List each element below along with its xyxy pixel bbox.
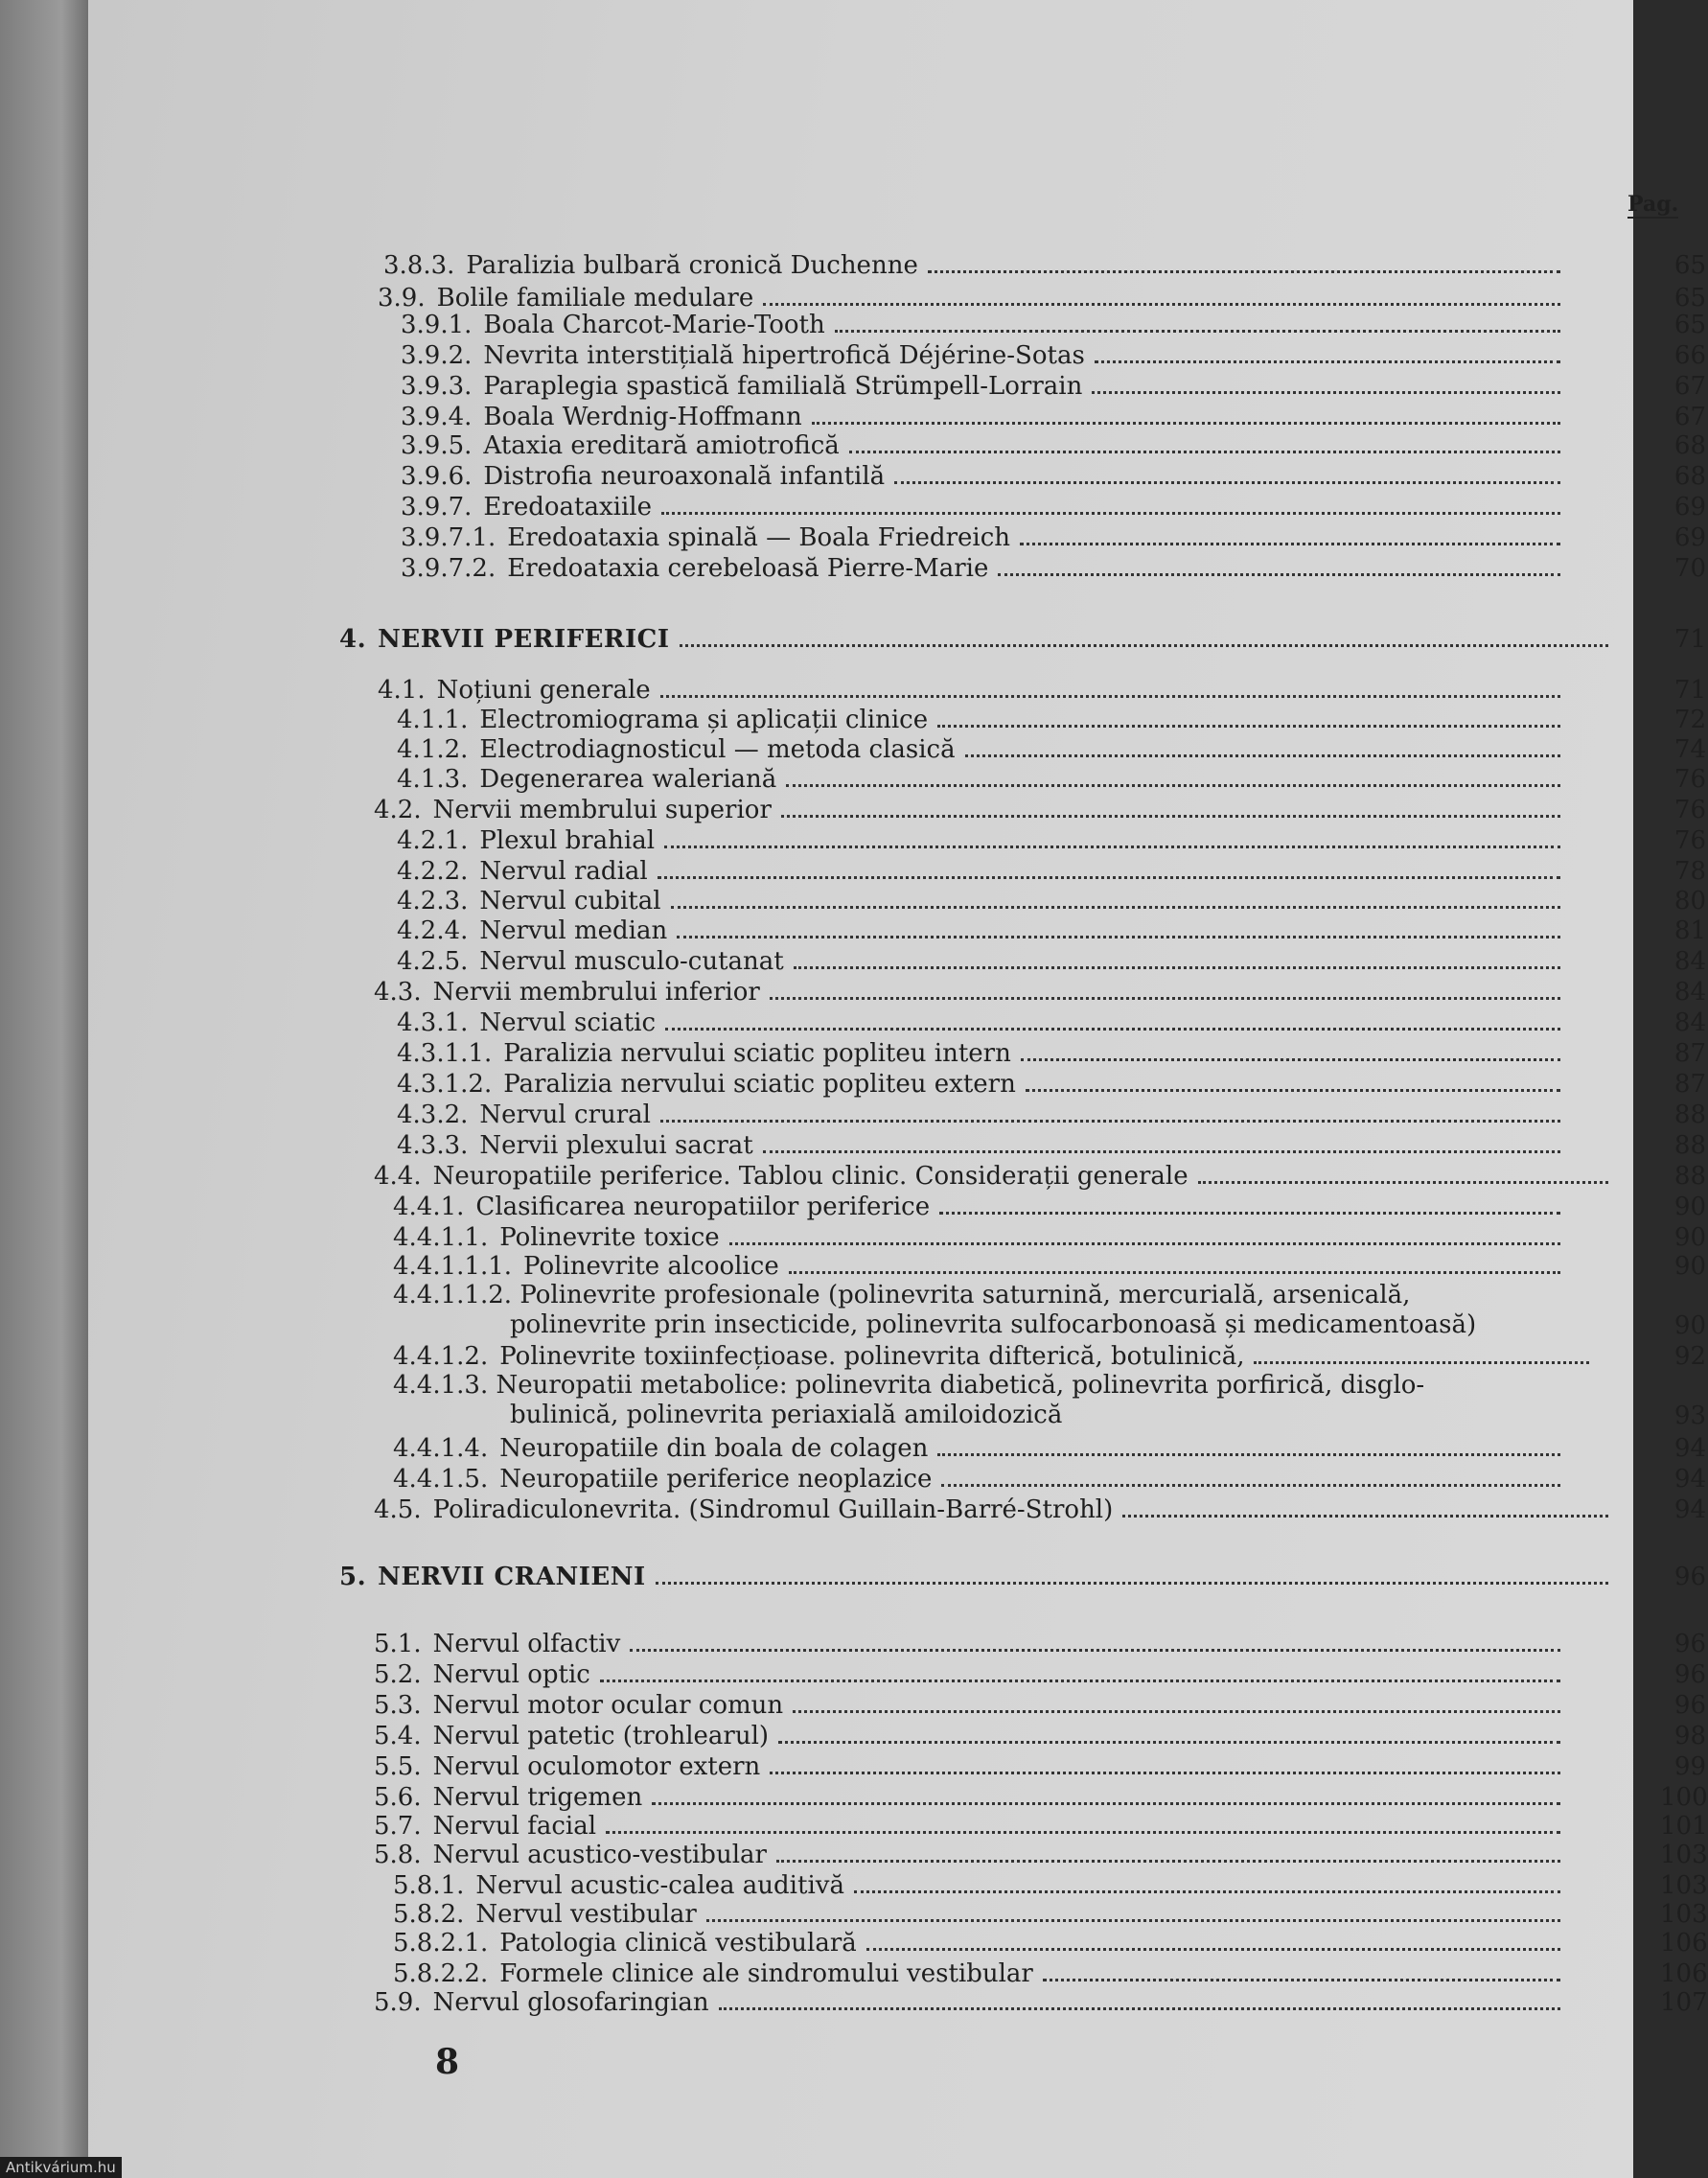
toc-entry-number: 4. <box>339 625 367 654</box>
toc-entry-number: 3.9. <box>378 284 426 313</box>
toc-entry-title: Eredoataxiile <box>483 493 652 521</box>
toc-entry-number: 3.9.6. <box>401 462 473 491</box>
toc-entry-title: Polinevrite alcoolice <box>523 1252 779 1281</box>
toc-entry-number: 4.3.1.2. <box>397 1070 493 1099</box>
toc-entry-title: Paraplegia spastică familială Strümpell-Lorrain <box>483 372 1083 401</box>
toc-page-number: 71 <box>1673 625 1706 654</box>
toc-page-number: 69 <box>1673 493 1706 521</box>
toc-entry-number: 5.5. <box>374 1752 422 1781</box>
toc-entry <box>393 1929 1574 1958</box>
toc-page-number: 101 <box>1660 1812 1708 1841</box>
toc-page-number: 90 <box>1673 1193 1706 1221</box>
toc-entry <box>383 251 1574 280</box>
toc-entry <box>393 1959 1574 1988</box>
dot-leader <box>941 1465 1560 1487</box>
toc-entry <box>374 1988 1574 2017</box>
toc-entry-title: Neuropatiile periferice. Tablou clinic. Considerații generale <box>432 1162 1189 1191</box>
toc-entry <box>397 1039 1574 1068</box>
toc-entry-number: 5.4. <box>374 1722 422 1750</box>
toc-entry-title: Electromiograma și aplicații clinice <box>479 706 929 734</box>
toc-entry-title: Poliradiculonevrita. (Sindromul Guillain-Barré-Strohl) <box>432 1495 1114 1524</box>
dot-leader <box>1198 1162 1608 1184</box>
toc-entry <box>374 1162 1622 1191</box>
toc-page-number: 69 <box>1673 523 1706 552</box>
toc-entry-title: Ataxia ereditară amiotrofică <box>483 431 840 460</box>
dot-leader <box>770 1752 1560 1774</box>
dot-leader <box>661 493 1560 515</box>
toc-entry-title: Nervii plexului sacrat <box>479 1131 753 1160</box>
toc-entry-number: 4.2. <box>374 796 422 824</box>
toc-page-number: 99 <box>1673 1752 1706 1781</box>
toc-entry-multiline <box>393 1371 1603 1430</box>
toc-entry <box>397 826 1574 855</box>
toc-entry-number: 4.4.1.4. <box>393 1434 489 1463</box>
toc-page-number: 100 <box>1660 1783 1708 1812</box>
dot-leader <box>939 1193 1560 1215</box>
dot-leader <box>652 1783 1560 1805</box>
toc-entry-title: Neuropatiile din boala de colagen <box>499 1434 929 1463</box>
toc-page-number: 68 <box>1673 462 1706 491</box>
toc-entry <box>374 1691 1574 1720</box>
toc-entry-title: Paralizia nervului sciatic popliteu intern <box>503 1039 1011 1068</box>
toc-page-number: 76 <box>1673 796 1706 824</box>
toc-page-number: 72 <box>1673 706 1706 734</box>
toc-entry-title: Clasificarea neuropatiilor periferice <box>475 1193 931 1221</box>
toc-entry-title: Formele clinice ale sindromului vestibular <box>499 1959 1033 1988</box>
dot-leader <box>794 947 1560 969</box>
toc-entry-number: 5.9. <box>374 1988 422 2017</box>
toc-entry-title: Nervul acustic-calea auditivă <box>475 1871 844 1900</box>
toc-entry-number: 4.5. <box>374 1495 422 1524</box>
dot-leader <box>1026 1070 1560 1092</box>
toc-page-number: 66 <box>1673 341 1706 370</box>
toc-entry-title: Eredoataxia cerebeloasă Pierre-Marie <box>507 554 989 583</box>
toc-entry-title: Nervul olfactiv <box>432 1630 621 1658</box>
toc-page-number: 98 <box>1673 1722 1706 1750</box>
toc-entry-title: Nervul glosofaringian <box>432 1988 709 2017</box>
toc-entry-number: 5.3. <box>374 1691 422 1720</box>
dot-leader <box>630 1630 1560 1652</box>
dot-leader <box>835 311 1560 333</box>
toc-page-number: 88 <box>1673 1162 1706 1191</box>
dot-leader <box>776 1841 1560 1863</box>
toc-entry <box>397 765 1574 794</box>
toc-entry-number: 3.9.2. <box>401 341 473 370</box>
toc-entry-number: 5.2. <box>374 1660 422 1689</box>
toc-page-number: 78 <box>1673 857 1706 886</box>
dot-leader <box>789 1252 1560 1274</box>
toc-entry-number: 4.1.3. <box>397 765 469 794</box>
toc-entry-number: 3.9.7.2. <box>401 554 496 583</box>
toc-entry <box>374 1752 1574 1781</box>
toc-page-number: 96 <box>1673 1563 1706 1591</box>
toc-entry-title: Nervul patetic (trohlearul) <box>432 1722 770 1750</box>
toc-entry <box>374 1841 1574 1869</box>
toc-page-number: 67 <box>1673 403 1706 431</box>
toc-entry-number: 5.7. <box>374 1812 422 1841</box>
toc-entry <box>401 554 1574 583</box>
toc-entry-number: 5.6. <box>374 1783 422 1812</box>
toc-entry <box>393 1193 1574 1221</box>
toc-entry <box>393 1252 1574 1281</box>
toc-entry-title: Nevrita interstițială hipertrofică Déjérine-Sotas <box>483 341 1085 370</box>
toc-entry-title: Eredoataxia spinală — Boala Friedreich <box>507 523 1011 552</box>
toc-entry-number: 4.2.2. <box>397 857 469 886</box>
toc-page-number: 88 <box>1673 1131 1706 1160</box>
toc-page-number: 103 <box>1660 1900 1708 1929</box>
toc-page-number: 65 <box>1673 251 1706 280</box>
toc-page-number: 92 <box>1673 1342 1706 1371</box>
dot-leader <box>937 1434 1560 1456</box>
toc-entry <box>397 947 1574 976</box>
toc-page-number: 103 <box>1660 1871 1708 1900</box>
toc-page-number: 81 <box>1673 916 1706 945</box>
dot-leader <box>763 284 1560 306</box>
toc-entry-title-continued: bulinică, polinevrita periaxială amiloidozică <box>510 1401 1063 1429</box>
dot-leader <box>665 1008 1560 1031</box>
toc-entry <box>401 341 1574 370</box>
dot-leader <box>781 796 1560 818</box>
toc-entry <box>397 1008 1574 1037</box>
toc-entry <box>374 978 1574 1007</box>
toc-entry-number: 4.4.1.1.2. <box>393 1281 513 1309</box>
toc-entry-number: 3.9.3. <box>401 372 473 401</box>
dot-leader <box>706 1900 1560 1922</box>
toc-entry <box>397 735 1574 764</box>
toc-page-number: 76 <box>1673 826 1706 855</box>
book-page <box>88 0 1708 2178</box>
toc-entry-title: Noțiuni generale <box>436 676 651 705</box>
toc-entry-title: Paralizia nervului sciatic popliteu extern <box>503 1070 1016 1099</box>
toc-entry <box>397 1070 1574 1099</box>
toc-entry <box>397 916 1574 945</box>
toc-page-number: 74 <box>1673 735 1706 764</box>
toc-page-number: 67 <box>1673 372 1706 401</box>
toc-entry-number: 5.1. <box>374 1630 422 1658</box>
toc-entry-title: Nervul median <box>479 916 668 945</box>
toc-entry <box>374 1630 1574 1658</box>
toc-page-number: 94 <box>1673 1495 1706 1524</box>
toc-entry-title: Nervul radial <box>479 857 648 886</box>
toc-page-number: 87 <box>1673 1070 1706 1099</box>
toc-entry-title: Boala Werdnig-Hoffmann <box>483 403 802 431</box>
toc-entry <box>401 403 1574 431</box>
dot-leader <box>937 706 1560 728</box>
toc-entry-title: Boala Charcot-Marie-Tooth <box>483 311 825 339</box>
toc-entry <box>393 1465 1574 1494</box>
toc-entry-title: Nervul trigemen <box>432 1783 643 1812</box>
watermark: Antikvárium.hu <box>0 2157 122 2178</box>
toc-entry-number: 4.2.5. <box>397 947 469 976</box>
toc-entry <box>397 1131 1574 1160</box>
toc-entry <box>393 1871 1574 1900</box>
toc-page-number: 76 <box>1673 765 1706 794</box>
dot-leader <box>1020 523 1560 545</box>
toc-entry <box>374 1722 1574 1750</box>
dot-leader <box>866 1929 1560 1951</box>
toc-entry-number: 4.1.2. <box>397 735 469 764</box>
toc-page-number: 96 <box>1673 1630 1706 1658</box>
toc-entry-number: 3.9.7. <box>401 493 473 521</box>
toc-entry-title: Polinevrite toxice <box>499 1223 720 1252</box>
toc-entry-number: 4.2.3. <box>397 887 469 915</box>
toc-page-number: 84 <box>1673 978 1706 1007</box>
toc-entry-number: 3.9.1. <box>401 311 473 339</box>
toc-entry-number: 5.8. <box>374 1841 422 1869</box>
toc-page-number: 107 <box>1660 1988 1708 2017</box>
dot-leader <box>1122 1495 1608 1518</box>
toc-entry <box>374 1495 1622 1524</box>
toc-chapter-heading <box>339 625 1622 654</box>
toc-page-number: 106 <box>1660 1929 1708 1958</box>
toc-page-number: 84 <box>1673 947 1706 976</box>
dot-leader <box>763 1131 1560 1153</box>
toc-entry-title: Degenerarea waleriană <box>479 765 777 794</box>
toc-entry-number: 3.9.4. <box>401 403 473 431</box>
toc-page-number: 106 <box>1660 1959 1708 1988</box>
toc-entry <box>374 1783 1574 1812</box>
toc-entry-number: 5.8.2.2. <box>393 1959 489 1988</box>
toc-entry-number: 4.3.1. <box>397 1008 469 1037</box>
toc-page-number: 84 <box>1673 1008 1706 1037</box>
toc-entry-multiline <box>393 1281 1603 1340</box>
dot-leader <box>778 1722 1560 1744</box>
toc-chapter-heading <box>339 1563 1622 1591</box>
dot-leader <box>793 1691 1560 1713</box>
dot-leader <box>812 403 1560 425</box>
toc-entry-title: Nervul acustico-vestibular <box>432 1841 767 1869</box>
toc-entry <box>401 462 1574 491</box>
toc-entry <box>378 676 1574 705</box>
toc-entry <box>397 887 1574 915</box>
toc-page-number: 94 <box>1673 1434 1706 1463</box>
toc-page-number: 90 <box>1673 1252 1706 1281</box>
dot-leader <box>671 887 1560 909</box>
toc-entry-title: Nervul sciatic <box>479 1008 657 1037</box>
toc-entry-number: 4.4.1.1. <box>393 1223 489 1252</box>
toc-entry-number: 5.8.2. <box>393 1900 465 1929</box>
toc-entry-title: Paralizia bulbară cronică Duchenne <box>466 251 918 280</box>
toc-entry <box>401 311 1574 339</box>
toc-entry <box>401 493 1574 521</box>
toc-entry <box>397 1101 1574 1129</box>
toc-entry-title: Nervii membrului superior <box>432 796 772 824</box>
toc-page-number: 90 <box>1673 1311 1706 1340</box>
toc-entry-number: 5. <box>339 1563 367 1591</box>
toc-entry-number: 4.3.2. <box>397 1101 469 1129</box>
toc-entry <box>393 1342 1603 1371</box>
dot-leader <box>660 1101 1560 1123</box>
toc-entry-number: 3.9.5. <box>401 431 473 460</box>
toc-page-number: 96 <box>1673 1691 1706 1720</box>
toc-entry-title: Polinevrite toxiinfecțioase. polinevrita difterică, botulinică, <box>499 1342 1245 1371</box>
toc-entry-number: 4.3.3. <box>397 1131 469 1160</box>
dot-leader <box>664 826 1560 848</box>
page-folio-number: 8 <box>435 2042 460 2082</box>
dot-leader <box>606 1812 1560 1834</box>
toc-entry-title: NERVII PERIFERICI <box>378 625 670 654</box>
page-column-header: Pag. <box>1627 192 1679 217</box>
dot-leader <box>998 554 1560 576</box>
dot-leader <box>1254 1342 1589 1364</box>
dot-leader <box>719 1988 1560 2010</box>
dot-leader <box>680 625 1608 647</box>
dot-leader <box>677 916 1560 938</box>
dot-leader <box>729 1223 1560 1245</box>
toc-entry-title: Nervul cubital <box>479 887 661 915</box>
toc-entry <box>401 431 1574 460</box>
toc-entry <box>374 1660 1574 1689</box>
toc-entry <box>374 1812 1574 1841</box>
toc-entry <box>393 1434 1574 1463</box>
toc-entry-number: 5.8.2.1. <box>393 1929 489 1958</box>
toc-entry-number: 3.9.7.1. <box>401 523 496 552</box>
dot-leader <box>656 1563 1608 1585</box>
toc-page-number: 71 <box>1673 676 1706 705</box>
toc-page-number: 96 <box>1673 1660 1706 1689</box>
toc-page-number: 90 <box>1673 1223 1706 1252</box>
toc-page-number: 65 <box>1673 284 1706 313</box>
dot-leader <box>660 676 1560 698</box>
toc-entry-number: 4.3. <box>374 978 422 1007</box>
toc-page-number: 80 <box>1673 887 1706 915</box>
dot-leader <box>1092 372 1560 394</box>
toc-entry-number: 4.4. <box>374 1162 422 1191</box>
dot-leader <box>658 857 1560 879</box>
toc-page-number: 65 <box>1673 311 1706 339</box>
dot-leader <box>770 978 1560 1000</box>
toc-entry-title: Nervul facial <box>432 1812 597 1841</box>
toc-entry-title: Electrodiagnosticul — metoda clasică <box>479 735 956 764</box>
toc-entry-number: 4.3.1.1. <box>397 1039 493 1068</box>
toc-entry-number: 5.8.1. <box>393 1871 465 1900</box>
toc-entry-title: Neuropatiile periferice neoplazice <box>499 1465 933 1494</box>
toc-entry-title: Distrofia neuroaxonală infantilă <box>483 462 886 491</box>
toc-page-number: 93 <box>1673 1402 1706 1430</box>
toc-page-number: 94 <box>1673 1465 1706 1494</box>
toc-entry-number: 4.1.1. <box>397 706 469 734</box>
book-spine-edge <box>0 0 88 2178</box>
toc-entry-number: 4.1. <box>378 676 426 705</box>
toc-entry <box>397 857 1574 886</box>
toc-entry-number: 3.8.3. <box>383 251 455 280</box>
toc-entry-title-continued: polinevrite prin insecticide, polinevrita sulfocarbonoasă și medicamentoasă) <box>510 1310 1477 1339</box>
dot-leader <box>1095 341 1560 363</box>
dot-leader <box>786 765 1560 787</box>
dot-leader <box>894 462 1560 484</box>
toc-entry <box>401 372 1574 401</box>
toc-entry <box>397 706 1574 734</box>
toc-entry-title: Patologia clinică vestibulară <box>499 1929 857 1958</box>
toc-entry-number: 4.4.1. <box>393 1193 465 1221</box>
toc-entry-title: Nervul motor ocular comun <box>432 1691 784 1720</box>
toc-entry-title: Nervul optic <box>432 1660 590 1689</box>
toc-entry-number: 4.2.1. <box>397 826 469 855</box>
dot-leader <box>854 1871 1560 1893</box>
toc-entry-title: Nervul oculomotor extern <box>432 1752 761 1781</box>
toc-entry-title: Nervul musculo-cutanat <box>479 947 784 976</box>
toc-entry <box>374 796 1574 824</box>
toc-entry-title: Nervul crural <box>479 1101 651 1129</box>
toc-page-number: 103 <box>1660 1841 1708 1869</box>
toc-entry-title: Neuropatii metabolice: polinevrita diabetică, polinevrita porfirică, disglo- <box>496 1371 1425 1400</box>
toc-page-number: 68 <box>1673 431 1706 460</box>
toc-entry-title: Plexul brahial <box>479 826 656 855</box>
toc-entry-number: 4.4.1.1.1. <box>393 1252 513 1281</box>
dot-leader <box>1021 1039 1560 1061</box>
toc-entry-title: Nervul vestibular <box>475 1900 697 1929</box>
dot-leader <box>965 735 1560 757</box>
toc-entry-number: 4.4.1.5. <box>393 1465 489 1494</box>
toc-entry-number: 4.2.4. <box>397 916 469 945</box>
toc-page-number: 70 <box>1673 554 1706 583</box>
toc-entry-title: Nervii membrului inferior <box>432 978 760 1007</box>
dot-leader <box>600 1660 1560 1682</box>
toc-entry-title: NERVII CRANIENI <box>378 1563 646 1591</box>
dot-leader <box>1043 1959 1560 1981</box>
toc-page-number: 87 <box>1673 1039 1706 1068</box>
toc-entry-number: 4.4.1.3. <box>393 1371 489 1400</box>
toc-entry <box>393 1223 1574 1252</box>
toc-entry-number: 4.4.1.2. <box>393 1342 489 1371</box>
toc-entry-title: Bolile familiale medulare <box>436 284 754 313</box>
toc-entry <box>378 284 1574 313</box>
toc-page-number: 88 <box>1673 1101 1706 1129</box>
toc-entry <box>401 523 1574 552</box>
dot-leader <box>928 251 1560 273</box>
toc-entry <box>393 1900 1574 1929</box>
toc-entry-title: Polinevrite profesionale (polinevrita saturnină, mercurială, arsenicală, <box>519 1281 1411 1309</box>
dot-leader <box>849 431 1560 453</box>
